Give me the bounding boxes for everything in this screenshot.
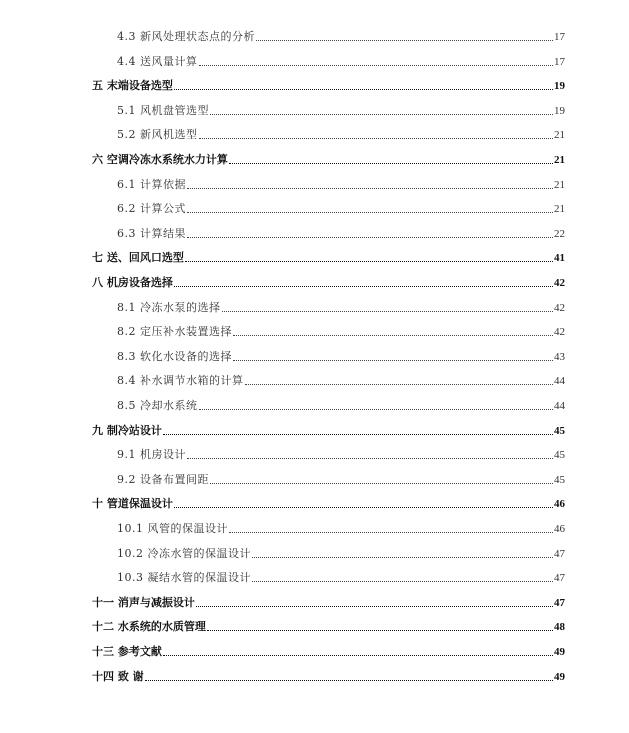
dot-leader bbox=[174, 285, 553, 287]
dot-leader bbox=[185, 260, 553, 262]
toc-chapter-entry[interactable] bbox=[92, 614, 565, 634]
dot-leader bbox=[199, 64, 554, 66]
toc-entry-page-number: 42 bbox=[554, 277, 565, 289]
toc-entry-title: 8.2 定压补水装置选择 bbox=[117, 325, 232, 339]
dot-leader bbox=[145, 679, 553, 681]
toc-entry-page-number: 48 bbox=[554, 621, 565, 634]
toc-chapter-entry[interactable] bbox=[92, 590, 565, 610]
toc-section-entry[interactable] bbox=[117, 516, 565, 536]
toc-entry-title: 十 管道保温设计 bbox=[92, 497, 173, 511]
toc-section-entry[interactable] bbox=[117, 295, 565, 315]
dot-leader bbox=[252, 556, 553, 558]
toc-entry-title: 8.3 软化水设备的选择 bbox=[117, 349, 232, 363]
toc-section-entry[interactable] bbox=[117, 196, 565, 216]
toc-section-entry[interactable] bbox=[117, 49, 565, 69]
dot-leader bbox=[187, 187, 553, 189]
toc-entry-title: 8.1 冷冻水泵的选择 bbox=[117, 300, 221, 314]
dot-leader bbox=[174, 88, 553, 90]
toc-entry-page-number: 21 bbox=[554, 154, 565, 166]
dot-leader bbox=[210, 113, 553, 115]
dot-leader bbox=[210, 482, 553, 484]
toc-section-entry[interactable] bbox=[117, 541, 565, 561]
dot-leader bbox=[229, 162, 553, 164]
dot-leader bbox=[199, 408, 554, 410]
toc-entry-title: 6.3 计算结果 bbox=[117, 226, 186, 240]
dot-leader bbox=[187, 236, 553, 238]
toc-entry-page-number: 47 bbox=[554, 572, 565, 585]
dot-leader bbox=[245, 383, 554, 385]
toc-section-entry[interactable] bbox=[117, 221, 565, 241]
toc-entry-page-number: 44 bbox=[554, 400, 565, 412]
toc-section-entry[interactable] bbox=[117, 24, 565, 44]
toc-chapter-entry[interactable] bbox=[92, 491, 565, 511]
toc-section-entry[interactable] bbox=[117, 344, 565, 364]
toc-entry-page-number: 19 bbox=[554, 80, 565, 93]
toc-chapter-entry[interactable] bbox=[92, 270, 565, 290]
toc-entry-page-number: 45 bbox=[554, 473, 565, 486]
toc-entry-title: 十四 致 谢 bbox=[92, 669, 144, 683]
toc-section-entry[interactable] bbox=[117, 393, 565, 413]
toc-entry-title: 十三 参考文献 bbox=[92, 645, 162, 658]
dot-leader bbox=[207, 629, 553, 631]
toc-entry-title: 五 末端设备选型 bbox=[92, 79, 173, 93]
toc-entry-page-number: 49 bbox=[554, 646, 565, 658]
toc-entry-title: 6.1 计算依据 bbox=[117, 177, 186, 191]
toc-entry-title: 10.3 凝结水管的保温设计 bbox=[117, 571, 251, 585]
toc-entry-page-number: 42 bbox=[554, 301, 565, 314]
dot-leader bbox=[199, 137, 554, 139]
toc-entry-page-number: 21 bbox=[554, 203, 565, 216]
toc-section-entry[interactable] bbox=[117, 368, 565, 388]
toc-section-entry[interactable] bbox=[117, 442, 565, 462]
dot-leader bbox=[233, 334, 553, 336]
dot-leader bbox=[187, 211, 553, 213]
toc-entry-page-number: 17 bbox=[554, 55, 565, 68]
toc-entry-title: 九 制冷站设计 bbox=[92, 423, 162, 437]
toc-entry-page-number: 49 bbox=[554, 670, 565, 683]
toc-entry-page-number: 45 bbox=[554, 449, 565, 462]
dot-leader bbox=[229, 531, 553, 533]
dot-leader bbox=[163, 654, 553, 656]
toc-entry-page-number: 46 bbox=[554, 523, 565, 535]
toc-entry-page-number: 46 bbox=[554, 498, 565, 511]
toc-entry-title: 8.5 冷却水系统 bbox=[117, 399, 198, 412]
toc-entry-title: 9.2 设备布置间距 bbox=[117, 472, 209, 486]
toc-entry-title: 十一 消声与减振设计 bbox=[92, 595, 195, 609]
toc-entry-title: 七 送、回风口选型 bbox=[92, 251, 184, 265]
dot-leader bbox=[256, 39, 553, 41]
toc-entry-title: 5.2 新风机选型 bbox=[117, 128, 198, 142]
toc-entry-page-number: 22 bbox=[554, 227, 565, 240]
toc-entry-page-number: 45 bbox=[554, 424, 565, 437]
toc-chapter-entry[interactable] bbox=[92, 639, 565, 659]
toc-entry-page-number: 42 bbox=[554, 326, 565, 339]
toc-entry-title: 4.4 送风量计算 bbox=[117, 54, 198, 68]
dot-leader bbox=[163, 433, 553, 435]
toc-entry-title: 6.2 计算公式 bbox=[117, 202, 186, 216]
toc-section-entry[interactable] bbox=[117, 565, 565, 585]
dot-leader bbox=[233, 359, 553, 361]
toc-entry-title: 10.2 冷冻水管的保温设计 bbox=[117, 546, 251, 560]
toc-entry-title: 八 机房设备选择 bbox=[92, 276, 173, 289]
dot-leader bbox=[196, 605, 553, 607]
toc-entry-page-number: 47 bbox=[554, 547, 565, 560]
toc-entry-page-number: 43 bbox=[554, 350, 565, 363]
toc-section-entry[interactable] bbox=[117, 98, 565, 118]
toc-chapter-entry[interactable] bbox=[92, 418, 565, 438]
toc-entry-title: 9.1 机房设计 bbox=[117, 448, 186, 462]
toc-entry-page-number: 21 bbox=[554, 129, 565, 142]
toc-entry-page-number: 41 bbox=[554, 252, 565, 265]
toc-entry-page-number: 44 bbox=[554, 375, 565, 388]
toc-section-entry[interactable] bbox=[117, 319, 565, 339]
toc-section-entry[interactable] bbox=[117, 467, 565, 487]
toc-section-entry[interactable] bbox=[117, 172, 565, 192]
toc-entry-title: 十二 水系统的水质管理 bbox=[92, 620, 206, 634]
toc-entry-title: 5.1 风机盘管选型 bbox=[117, 103, 209, 117]
toc-entry-page-number: 47 bbox=[554, 596, 565, 609]
dot-leader bbox=[252, 580, 553, 582]
dot-leader bbox=[187, 457, 553, 459]
toc-chapter-entry[interactable] bbox=[92, 73, 565, 93]
toc-chapter-entry[interactable] bbox=[92, 147, 565, 167]
toc-entry-page-number: 17 bbox=[554, 31, 565, 43]
dot-leader bbox=[174, 506, 553, 508]
toc-entry-page-number: 21 bbox=[554, 178, 565, 191]
toc-entry-title: 8.4 补水调节水箱的计算 bbox=[117, 374, 244, 388]
dot-leader bbox=[222, 310, 554, 312]
toc-entry-title: 10.1 风管的保温设计 bbox=[117, 522, 228, 535]
toc-entry-title: 六 空调冷冻水系统水力计算 bbox=[92, 153, 228, 166]
toc-chapter-entry[interactable] bbox=[92, 664, 565, 684]
toc-section-entry[interactable] bbox=[117, 122, 565, 142]
toc-chapter-entry[interactable] bbox=[92, 245, 565, 265]
toc-entry-page-number: 19 bbox=[554, 104, 565, 117]
toc-entry-title: 4.3 新风处理状态点的分析 bbox=[117, 30, 255, 43]
